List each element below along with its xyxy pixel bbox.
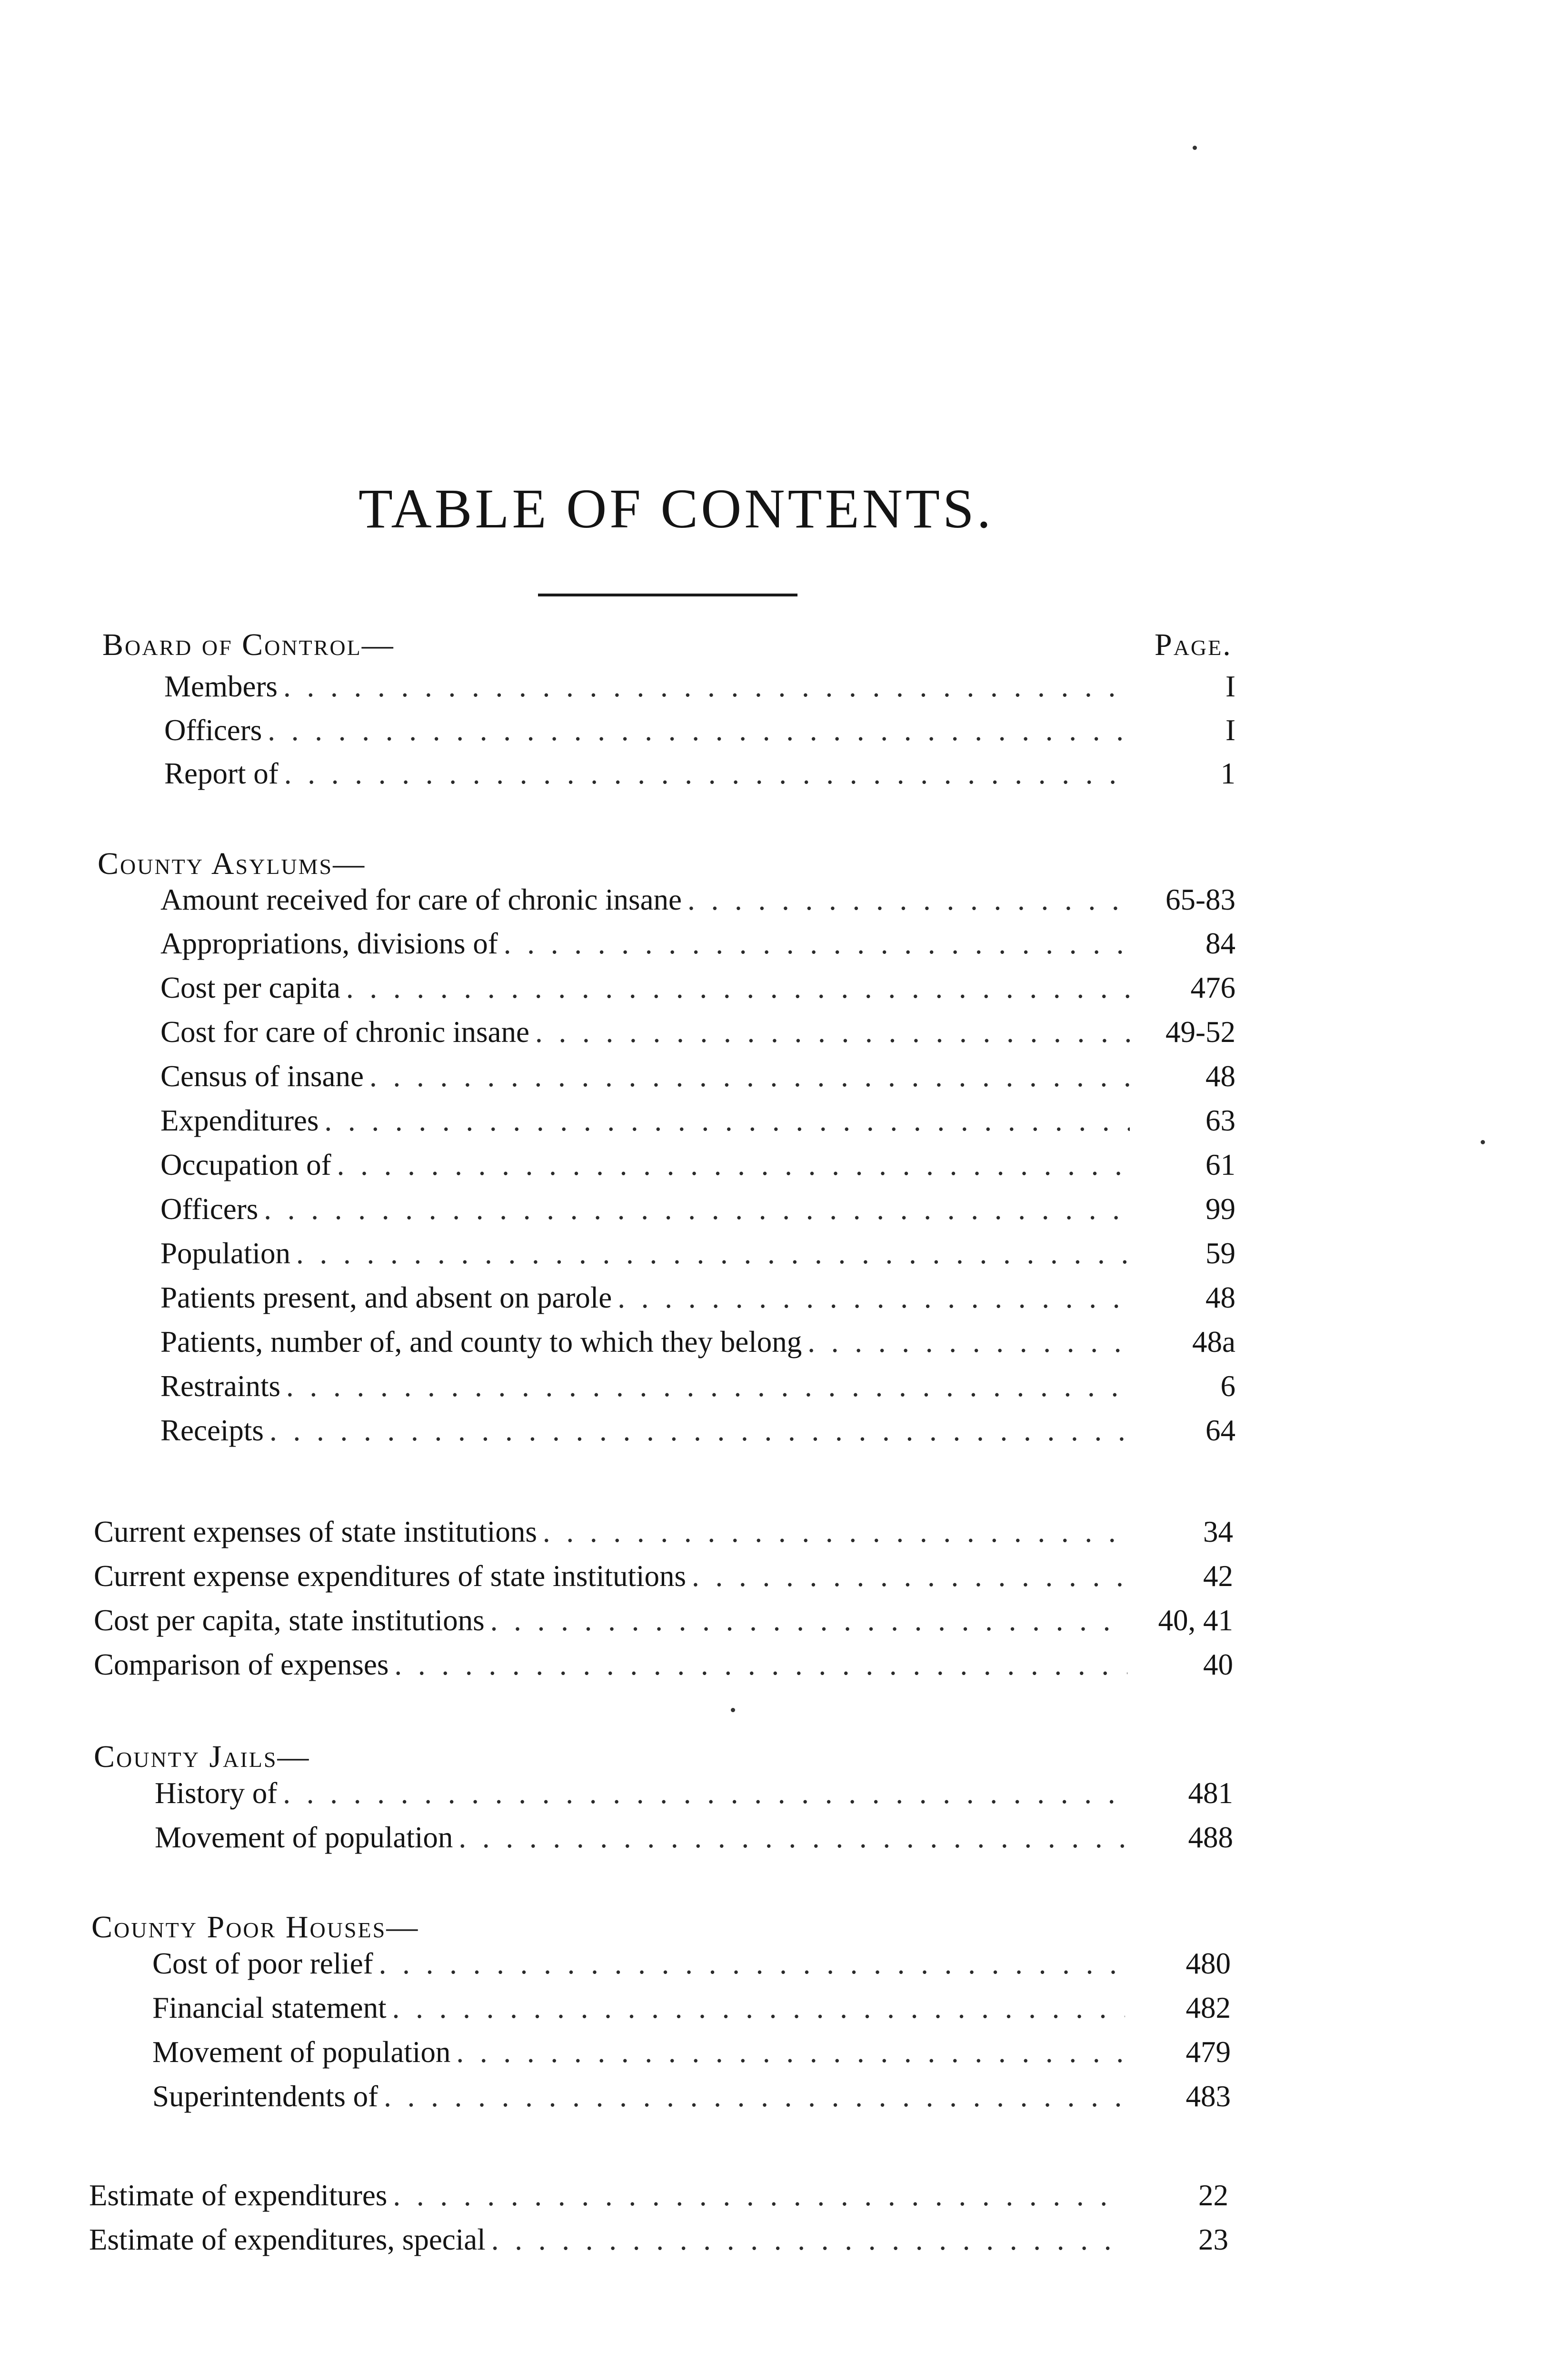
toc-entry[interactable] — [89, 2171, 1228, 2211]
dot-leader — [337, 1150, 1130, 1180]
toc-entry-label: Superintendents of — [152, 2080, 379, 2113]
toc-entry-page: 34 — [1203, 1515, 1233, 1548]
toc-entry[interactable] — [160, 1273, 1235, 1313]
toc-entry-page: 1 — [1220, 757, 1235, 790]
toc-entry[interactable] — [160, 1361, 1235, 1401]
toc-entry[interactable] — [152, 2027, 1231, 2067]
toc-entry-page: 49-52 — [1166, 1015, 1235, 1049]
toc-entry[interactable] — [94, 1551, 1233, 1591]
toc-entry[interactable] — [164, 662, 1235, 702]
paper-speck — [1193, 146, 1197, 150]
toc-entry-label: Amount received for care of chronic insane — [160, 883, 682, 916]
toc-entry-label: Receipts — [160, 1414, 264, 1447]
toc-entry-label: Census of insane — [160, 1060, 364, 1093]
section-heading-board-of-control: Board of Control— — [102, 627, 395, 662]
toc-entry-page: 65-83 — [1166, 883, 1235, 916]
toc-entry-label: Officers — [160, 1192, 259, 1226]
toc-entry[interactable] — [160, 875, 1235, 915]
toc-entry[interactable] — [155, 1768, 1233, 1808]
dot-leader — [296, 1239, 1130, 1269]
toc-entry-page: 488 — [1188, 1821, 1233, 1854]
dot-leader — [618, 1283, 1130, 1313]
dot-leader — [379, 1949, 1125, 1979]
toc-entry[interactable] — [160, 1051, 1235, 1091]
toc-entry-page: 59 — [1205, 1237, 1235, 1270]
toc-entry-page: 61 — [1205, 1148, 1235, 1181]
toc-entry[interactable] — [152, 2072, 1231, 2112]
dot-leader — [346, 973, 1130, 1003]
dot-leader — [535, 1017, 1130, 1047]
dot-leader — [393, 2181, 1123, 2211]
toc-entry-label: History of — [155, 1776, 278, 1810]
toc-entry-label: Cost of poor relief — [152, 1947, 373, 1980]
toc-entry-page: 63 — [1205, 1104, 1235, 1137]
dot-leader — [369, 1061, 1130, 1091]
toc-entry-label: Occupation of — [160, 1148, 331, 1181]
toc-entry-page: 48 — [1205, 1281, 1235, 1314]
toc-entry-page: 483 — [1185, 2080, 1231, 2113]
toc-entry[interactable] — [160, 919, 1235, 959]
toc-entry-label: Patients present, and absent on parole — [160, 1281, 612, 1314]
toc-entry-page: 23 — [1198, 2223, 1228, 2256]
dot-leader — [264, 1194, 1130, 1224]
toc-entry-page: 40, 41 — [1158, 1604, 1233, 1637]
section-heading-county-poor-houses: County Poor Houses— — [91, 1910, 419, 1944]
dot-leader — [269, 1416, 1130, 1446]
toc-entry[interactable] — [155, 1813, 1233, 1853]
toc-entry-page: 480 — [1185, 1947, 1231, 1980]
toc-entry-label: Appropriations, divisions of — [160, 927, 498, 960]
toc-entry[interactable] — [152, 1983, 1231, 2023]
dot-leader — [458, 1823, 1127, 1853]
toc-entry[interactable] — [94, 1507, 1233, 1547]
toc-entry-label: Estimate of expenditures, special — [89, 2223, 486, 2256]
toc-entry-page: 482 — [1185, 1991, 1231, 2024]
title-rule — [538, 594, 797, 596]
page-title: TABLE OF CONTENTS. — [358, 477, 994, 540]
dot-leader — [692, 1561, 1127, 1591]
toc-entry-label: Cost per capita — [160, 971, 340, 1004]
toc-entry-label: Members — [164, 670, 278, 703]
section-heading-county-jails: County Jails— — [94, 1739, 310, 1774]
toc-entry[interactable] — [160, 963, 1235, 1003]
toc-entry-page: 64 — [1205, 1414, 1235, 1447]
toc-entry-page: 48 — [1205, 1060, 1235, 1093]
toc-entry[interactable] — [160, 1184, 1235, 1224]
dot-leader — [268, 715, 1130, 745]
toc-entry-label: Patients, number of, and county to which they belong — [160, 1325, 802, 1359]
dot-leader — [384, 2082, 1125, 2112]
toc-entry-label: Estimate of expenditures — [89, 2179, 388, 2212]
section-heading-county-asylums: County Asylums— — [98, 846, 366, 881]
toc-entry-page: 99 — [1205, 1192, 1235, 1226]
toc-entry[interactable] — [160, 1007, 1235, 1047]
toc-entry-page: 40 — [1203, 1648, 1233, 1681]
dot-leader — [394, 1650, 1127, 1680]
toc-entry-page: 48a — [1192, 1325, 1235, 1359]
toc-entry-page: 476 — [1190, 971, 1235, 1004]
toc-entry-page: 479 — [1185, 2035, 1231, 2069]
toc-entry-label: Report of — [164, 757, 279, 790]
toc-entry[interactable] — [89, 2215, 1228, 2255]
toc-entry-page: 84 — [1205, 927, 1235, 960]
toc-entry-label: Current expenses of state institutions — [94, 1515, 537, 1548]
toc-entry-page: 22 — [1198, 2179, 1228, 2212]
paper-speck — [731, 1708, 735, 1712]
dot-leader — [491, 2225, 1123, 2255]
toc-entry[interactable] — [160, 1406, 1235, 1446]
dot-leader — [687, 885, 1130, 915]
toc-entry-label: Expenditures — [160, 1104, 319, 1137]
toc-entry[interactable] — [160, 1096, 1235, 1136]
toc-entry-page: I — [1225, 670, 1235, 703]
toc-entry[interactable] — [94, 1596, 1233, 1636]
dot-leader — [286, 1371, 1130, 1401]
dot-leader — [490, 1606, 1127, 1636]
toc-entry[interactable] — [164, 705, 1235, 745]
toc-entry-page: 481 — [1188, 1776, 1233, 1810]
dot-leader — [284, 759, 1130, 789]
toc-entry-label: Population — [160, 1237, 291, 1270]
toc-entry[interactable] — [164, 749, 1235, 789]
toc-entry[interactable] — [152, 1939, 1231, 1979]
toc-entry-label: Restraints — [160, 1369, 280, 1403]
toc-entry-page: 42 — [1203, 1559, 1233, 1593]
dot-leader — [807, 1327, 1130, 1357]
toc-entry[interactable] — [160, 1317, 1235, 1357]
toc-entry-label: Officers — [164, 714, 262, 747]
toc-entry-page: 6 — [1220, 1369, 1235, 1403]
toc-entry[interactable] — [160, 1229, 1235, 1269]
dot-leader — [456, 2037, 1125, 2067]
dot-leader — [504, 929, 1130, 959]
dot-leader — [324, 1106, 1130, 1136]
toc-entry-label: Movement of population — [155, 1821, 453, 1854]
paper-speck — [1481, 1140, 1485, 1144]
toc-entry-label: Movement of population — [152, 2035, 451, 2069]
toc-entry-page: I — [1225, 714, 1235, 747]
toc-entry-label: Current expense expenditures of state institutions — [94, 1559, 686, 1593]
dot-leader — [283, 1778, 1127, 1808]
toc-entry-label: Cost for care of chronic insane — [160, 1015, 529, 1049]
dot-leader — [543, 1517, 1127, 1547]
toc-entry[interactable] — [160, 1140, 1235, 1180]
toc-entry-label: Cost per capita, state institutions — [94, 1604, 485, 1637]
toc-entry-label: Comparison of expenses — [94, 1648, 389, 1681]
toc-entry[interactable] — [94, 1640, 1233, 1680]
dot-leader — [283, 672, 1130, 702]
dot-leader — [392, 1993, 1125, 2023]
page-column-label: Page. — [1155, 627, 1232, 662]
toc-entry-label: Financial statement — [152, 1991, 387, 2024]
